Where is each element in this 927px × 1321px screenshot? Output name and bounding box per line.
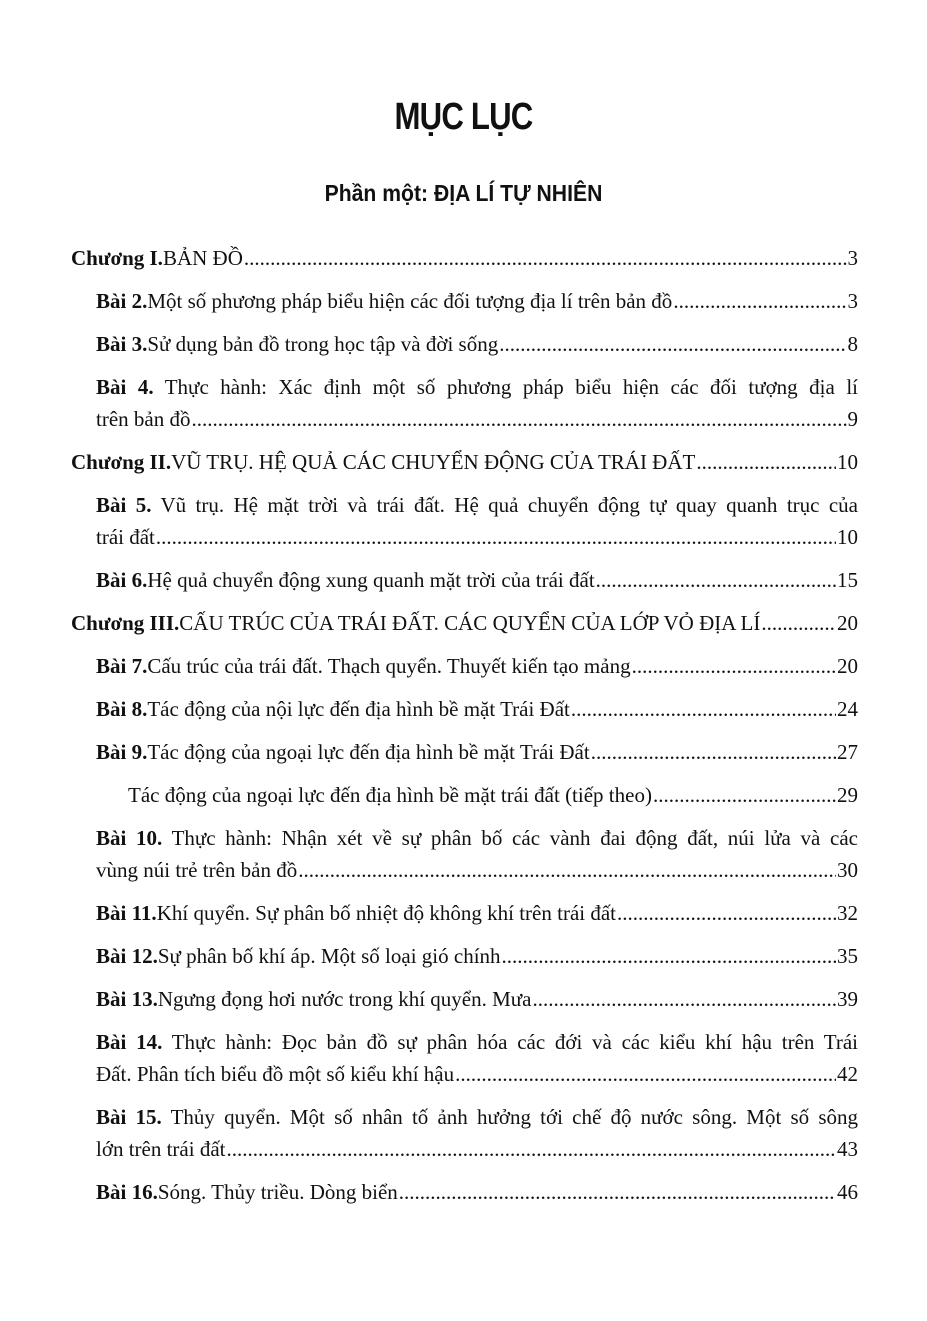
dot-leader [617, 897, 836, 929]
toc-entry-line [96, 736, 858, 768]
toc-page-number: 20 [837, 654, 858, 678]
toc-page-number: 30 [837, 858, 858, 882]
dot-leader [455, 1058, 836, 1090]
toc-entry-label: Bài 12. [96, 944, 158, 968]
toc-entry-line [128, 779, 858, 811]
toc-page-number: 35 [837, 944, 858, 968]
toc-lesson-entry[interactable] [71, 1026, 858, 1090]
toc-lesson-entry[interactable] [71, 940, 858, 972]
toc-entry-title: Tác động của ngoại lực đến địa hình bề mặt Trái Đất [147, 740, 590, 764]
toc-entry-title: CẤU TRÚC CỦA TRÁI ĐẤT. CÁC QUYỂN CỦA LỚP VỎ ĐỊA LÍ [179, 611, 761, 635]
toc-lesson-entry[interactable] [71, 650, 858, 682]
toc-entry-title: Thực hành: Xác định một số phương pháp biểu hiện các đối tượng địa lí [164, 375, 859, 399]
toc-entry-line [96, 371, 858, 403]
toc-entry-line [96, 650, 858, 682]
toc-entry-title: Khí quyển. Sự phân bố nhiệt độ không khí trên trái đất [156, 901, 617, 925]
dot-leader [673, 285, 846, 317]
toc-page-number: 15 [837, 568, 858, 592]
toc-entry-line [71, 242, 858, 274]
toc-entry-line [96, 822, 858, 854]
toc-lesson-entry[interactable] [71, 371, 858, 435]
dot-leader [632, 650, 836, 682]
toc-page-number: 29 [837, 783, 858, 807]
dot-leader [571, 693, 836, 725]
toc-page-number: 20 [837, 611, 858, 635]
toc-entry-title: Tác động của nội lực đến địa hình bề mặt Trái Đất [147, 697, 570, 721]
toc-lesson-entry[interactable] [71, 1101, 858, 1165]
toc-page-number: 46 [837, 1180, 858, 1204]
dot-leader [596, 564, 836, 596]
dot-leader [502, 940, 836, 972]
toc-entry-title: Sóng. Thủy triều. Dòng biển [157, 1180, 398, 1204]
toc-entry-label: Chương II. [71, 450, 172, 474]
toc-entry-line [96, 403, 858, 435]
toc-entry-line [96, 489, 858, 521]
toc-page-number: 10 [837, 525, 858, 549]
toc-entry-label: Bài 15. [96, 1105, 162, 1129]
toc-entry-label: Bài 3. [96, 332, 148, 356]
toc-entry-label: Bài 2. [96, 289, 148, 313]
toc-entry-label: Bài 7. [96, 654, 148, 678]
toc-entry-title: Ngưng đọng hơi nước trong khí quyển. Mưa [157, 987, 532, 1011]
toc-entry-title: Hệ quả chuyển động xung quanh mặt trời của trái đất [147, 568, 595, 592]
toc-entry-title: Thực hành: Nhận xét về sự phân bố các vành đai động đất, núi lửa và các [171, 826, 859, 850]
dot-leader [226, 1133, 836, 1165]
part-heading: Phần một: ĐỊA LÍ TỰ NHIÊN [324, 180, 603, 206]
dot-leader [591, 736, 836, 768]
toc-page-number: 39 [837, 987, 858, 1011]
toc-lesson-entry[interactable] [71, 822, 858, 886]
toc-entry-line [96, 897, 858, 929]
toc-page-number: 3 [847, 289, 858, 313]
toc-lesson-entry[interactable] [71, 736, 858, 768]
toc-entry-line [71, 607, 858, 639]
toc-entry-label: Bài 13. [96, 987, 158, 1011]
toc-entry-label: Bài 14. [96, 1030, 163, 1054]
dot-leader [696, 446, 836, 478]
toc-chapter-entry[interactable] [71, 446, 858, 478]
toc-entry-line [96, 1176, 858, 1208]
toc-entry-line [96, 1133, 858, 1165]
toc-lesson-entry[interactable] [71, 983, 858, 1015]
dot-leader [653, 779, 836, 811]
toc-entry-line [96, 693, 858, 725]
toc-page-number: 43 [837, 1137, 858, 1161]
toc-entry-title: Sử dụng bản đồ trong học tập và đời sống [147, 332, 499, 356]
toc-entry-title: vùng núi trẻ trên bản đồ [96, 858, 298, 882]
toc-entry-title: Vũ trụ. Hệ mặt trời và trái đất. Hệ quả chuyển động tự quay quanh trục của [160, 493, 859, 517]
toc-entry-line [96, 285, 858, 317]
toc-entry-line [96, 1058, 858, 1090]
toc-lesson-entry[interactable] [71, 693, 858, 725]
toc-chapter-entry[interactable] [71, 607, 858, 639]
toc-entry-label: Bài 5. [96, 493, 152, 517]
dot-leader [761, 607, 836, 639]
toc-chapter-entry[interactable] [71, 242, 858, 274]
toc-entry-label: Bài 16. [96, 1180, 158, 1204]
toc-entry-line [96, 1101, 858, 1133]
toc-entry-title: Tác động của ngoại lực đến địa hình bề mặt trái đất (tiếp theo) [128, 783, 652, 807]
toc-entry-title: Đất. Phân tích biểu đồ một số kiểu khí hậu [96, 1062, 455, 1086]
toc-entry-title: lớn trên trái đất [96, 1137, 226, 1161]
toc-entry-title: Thủy quyển. Một số nhân tố ảnh hưởng tới chế độ nước sông. Một số sông [170, 1105, 859, 1129]
toc-entry-label: Bài 4. [96, 375, 154, 399]
toc-lesson-entry[interactable] [71, 328, 858, 360]
toc-entry-line [71, 446, 858, 478]
toc-entry-title: Cấu trúc của trái đất. Thạch quyển. Thuyết kiến tạo mảng [147, 654, 631, 678]
toc-entry-title: Một số phương pháp biểu hiện các đối tượng địa lí trên bản đồ [147, 289, 673, 313]
toc-entry-title: Thực hành: Đọc bản đồ sự phân hóa các đới và các kiểu khí hậu trên Trái [171, 1030, 859, 1054]
dot-leader [298, 854, 836, 886]
dot-leader [533, 983, 837, 1015]
dot-leader [191, 403, 846, 435]
toc-lesson-entry[interactable] [71, 489, 858, 553]
toc-entry-line [96, 564, 858, 596]
dot-leader [156, 521, 836, 553]
toc-entry-line [96, 1026, 858, 1058]
toc-entry-line [96, 854, 858, 886]
toc-lesson-entry[interactable] [71, 779, 858, 811]
toc-entry-line [96, 983, 858, 1015]
toc-entry-label: Bài 8. [96, 697, 148, 721]
toc-entry-label: Chương I. [71, 246, 163, 270]
toc-entry-label: Bài 9. [96, 740, 148, 764]
toc-entry-label: Bài 6. [96, 568, 148, 592]
toc-entry-line [96, 940, 858, 972]
toc-entry-line [96, 328, 858, 360]
toc-lesson-entry[interactable] [71, 897, 858, 929]
toc-entry-label: Chương III. [71, 611, 180, 635]
toc-page-number: 32 [837, 901, 858, 925]
toc-lesson-entry[interactable] [71, 564, 858, 596]
toc-page-number: 24 [837, 697, 858, 721]
dot-leader [499, 328, 846, 360]
toc-entry-title: trái đất [96, 525, 155, 549]
dot-leader [399, 1176, 836, 1208]
table-of-contents [71, 242, 858, 1219]
toc-entry-title: trên bản đồ [96, 407, 191, 431]
toc-page-number: 3 [847, 246, 858, 270]
toc-entry-label: Bài 11. [96, 901, 157, 925]
page-title: MỤC LỤC [394, 96, 533, 138]
toc-entry-title: Sự phân bố khí áp. Một số loại gió chính [157, 944, 501, 968]
toc-lesson-entry[interactable] [71, 1176, 858, 1208]
toc-entry-title: VŨ TRỤ. HỆ QUẢ CÁC CHUYỂN ĐỘNG CỦA TRÁI ĐẤT [171, 450, 696, 474]
toc-entry-title: BẢN ĐỒ [162, 246, 243, 270]
toc-page-number: 8 [847, 332, 858, 356]
dot-leader [244, 242, 847, 274]
toc-page-number: 9 [847, 407, 858, 431]
toc-lesson-entry[interactable] [71, 285, 858, 317]
toc-entry-label: Bài 10. [96, 826, 163, 850]
toc-entry-line [96, 521, 858, 553]
toc-page-number: 10 [837, 450, 858, 474]
toc-page-number: 27 [837, 740, 858, 764]
toc-page-number: 42 [837, 1062, 858, 1086]
